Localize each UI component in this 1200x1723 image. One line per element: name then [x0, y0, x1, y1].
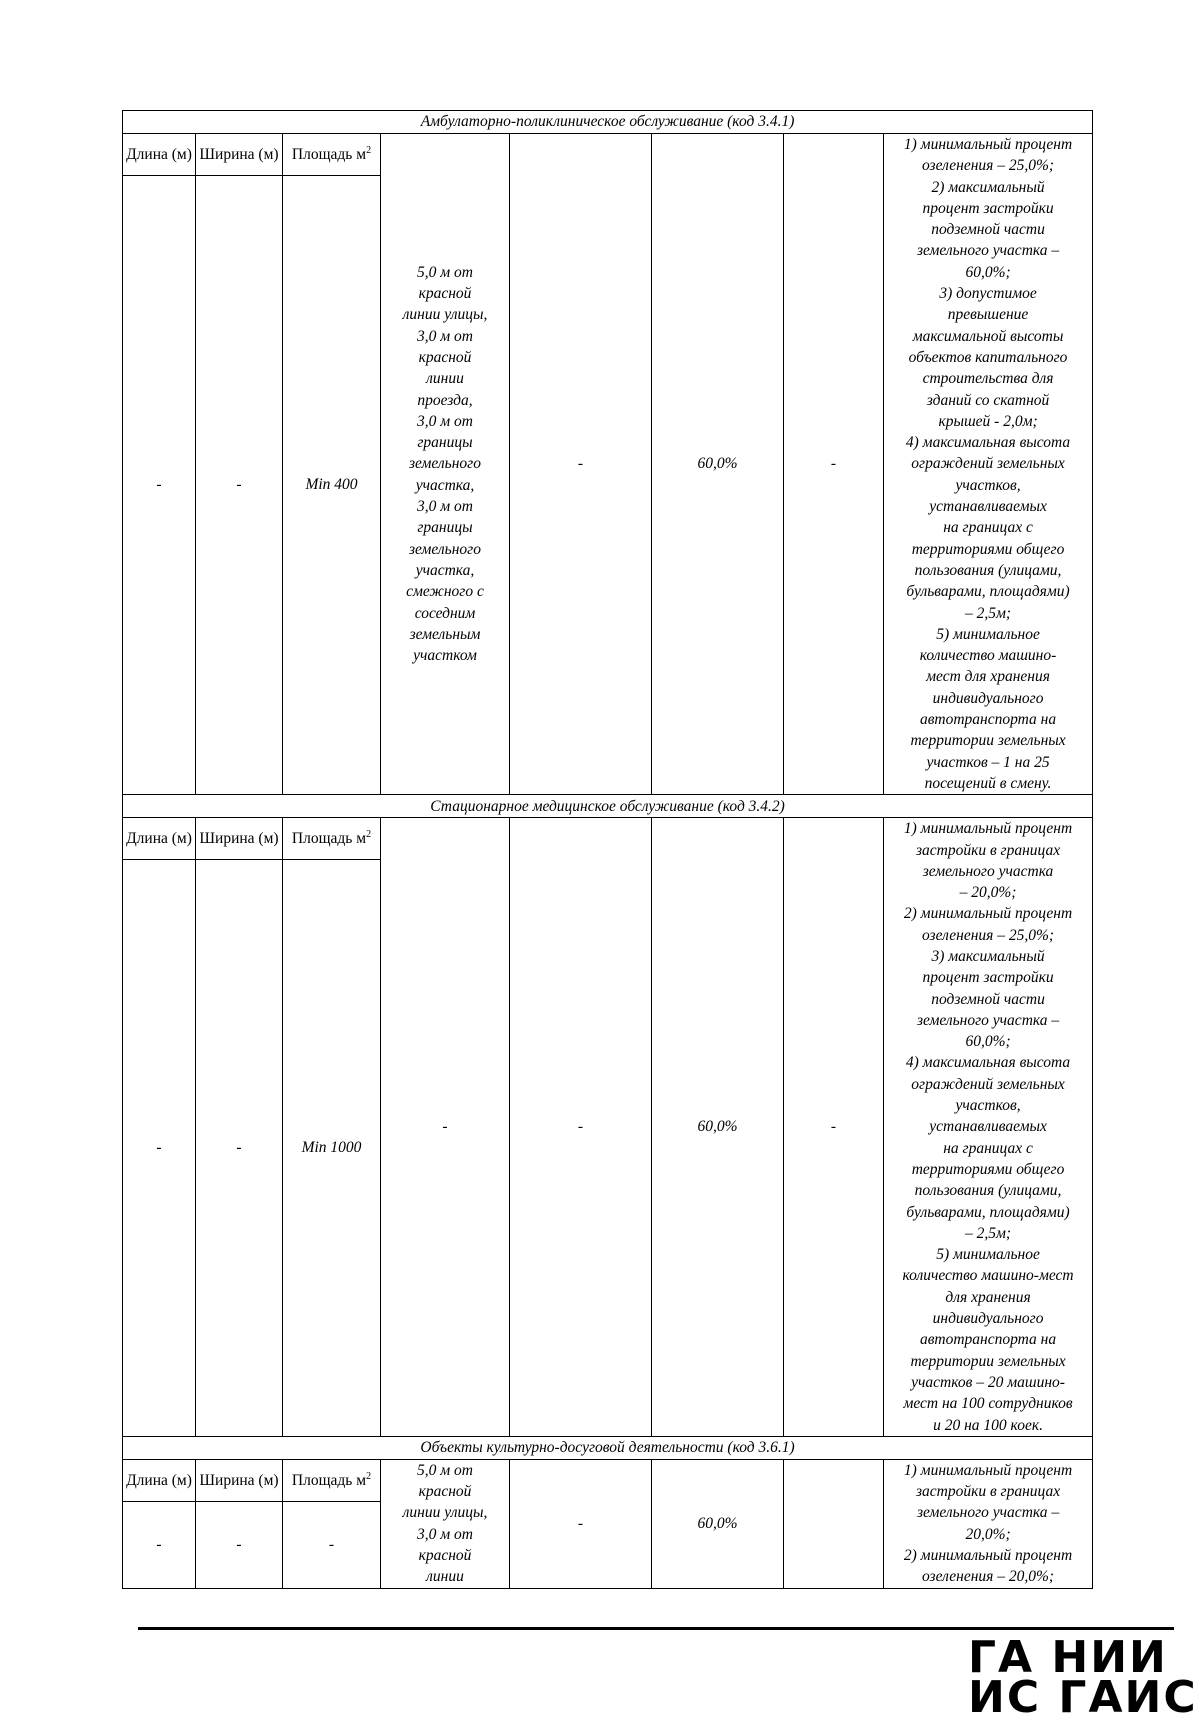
- length-value: -: [123, 1501, 196, 1588]
- length-header: Длина (м): [123, 134, 196, 176]
- coverage-cell: 60,0%: [652, 818, 784, 1437]
- section-header-row: [123, 795, 1093, 818]
- length-header: Длина (м): [123, 1459, 196, 1501]
- coverage-cell: 60,0%: [652, 134, 784, 795]
- setback-cell: -: [381, 818, 510, 1437]
- col5-cell: -: [510, 134, 652, 795]
- section-title: Стационарное медицинское обслуживание (код 3.4.2): [123, 795, 1093, 818]
- notes-cell: 1) минимальный процент озеленения – 25,0%; 2) максимальный процент застройки подземной части земельного участка – 60,0%; 3) допустимое превышение максимальной высоты объектов капитального строительства для зданий со скатной крышей - 2,0м; 4) максимальная высота ограждений земельных участков, устанавливаемых на границах с территориями общего пользования (улицами, бульварами, площадями) – 2,5м; 5) минимальное количество машино- мест для хранения индивидуального автотранспорта на территории земельных участков – 1 на 25 посещений в смену.: [884, 134, 1093, 795]
- area-header: Площадь $м^2$: [283, 1459, 381, 1501]
- length-value: -: [123, 176, 196, 795]
- width-value: -: [196, 176, 283, 795]
- section-header-row: [123, 111, 1093, 134]
- length-header: Длина (м): [123, 818, 196, 860]
- col7-cell: -: [784, 818, 884, 1437]
- col7-cell: -: [784, 134, 884, 795]
- column-header-row: [123, 818, 1093, 860]
- setback-cell: 5,0 м от красной линии улицы, 3,0 м от красной линии проезда, 3,0 м от границы земельного участка, 3,0 м от границы земельного участка, смежного с соседним земельным участком: [381, 134, 510, 795]
- width-header: Ширина (м): [196, 818, 283, 860]
- area-value: Min 1000: [283, 860, 381, 1437]
- width-value: -: [196, 1501, 283, 1588]
- section-title: Амбулаторно-поликлиническое обслуживание (код 3.4.1): [123, 111, 1093, 134]
- col5-cell: -: [510, 1459, 652, 1588]
- section-header-row: [123, 1436, 1093, 1459]
- notes-cell: 1) минимальный процент застройки в границах земельного участка – 20,0%; 2) минимальный процент озеленения – 20,0%;: [884, 1459, 1093, 1588]
- org-logo: [968, 1632, 1198, 1723]
- logo-line2: ИС ГАИС: [968, 1672, 1198, 1723]
- width-header: Ширина (м): [196, 134, 283, 176]
- footer-rule: [138, 1627, 1174, 1630]
- col7-cell: [784, 1459, 884, 1588]
- setback-cell: 5,0 м от красной линии улицы, 3,0 м от красной линии: [381, 1459, 510, 1588]
- area-header: Площадь $м^2$: [283, 134, 381, 176]
- column-header-row: [123, 134, 1093, 176]
- coverage-cell: 60,0%: [652, 1459, 784, 1588]
- column-header-row: [123, 1459, 1093, 1501]
- notes-cell: 1) минимальный процент застройки в границах земельного участка – 20,0%; 2) минимальный процент озеленения – 25,0%; 3) максимальный процент застройки подземной части земельного участка – 60,0%; 4) максимальная высота ограждений земельных участков, устанавливаемых на границах с территориями общего пользования (улицами, бульварами, площадями) – 2,5м; 5) минимальное количество машино-мест для хранения индивидуального автотранспорта на территории земельных участков – 20 машино- мест на 100 сотрудников и 20 на 100 коек.: [884, 818, 1093, 1437]
- length-value: -: [123, 860, 196, 1437]
- area-value: Min 400: [283, 176, 381, 795]
- area-header: Площадь $м^2$: [283, 818, 381, 860]
- logo-line1: ГА НИИ: [968, 1632, 1168, 1683]
- area-value: -: [283, 1501, 381, 1588]
- width-value: -: [196, 860, 283, 1437]
- width-header: Ширина (м): [196, 1459, 283, 1501]
- section-title: Объекты культурно-досуговой деятельности (код 3.6.1): [123, 1436, 1093, 1459]
- zoning-regulations-table: [122, 110, 1093, 1589]
- col5-cell: -: [510, 818, 652, 1437]
